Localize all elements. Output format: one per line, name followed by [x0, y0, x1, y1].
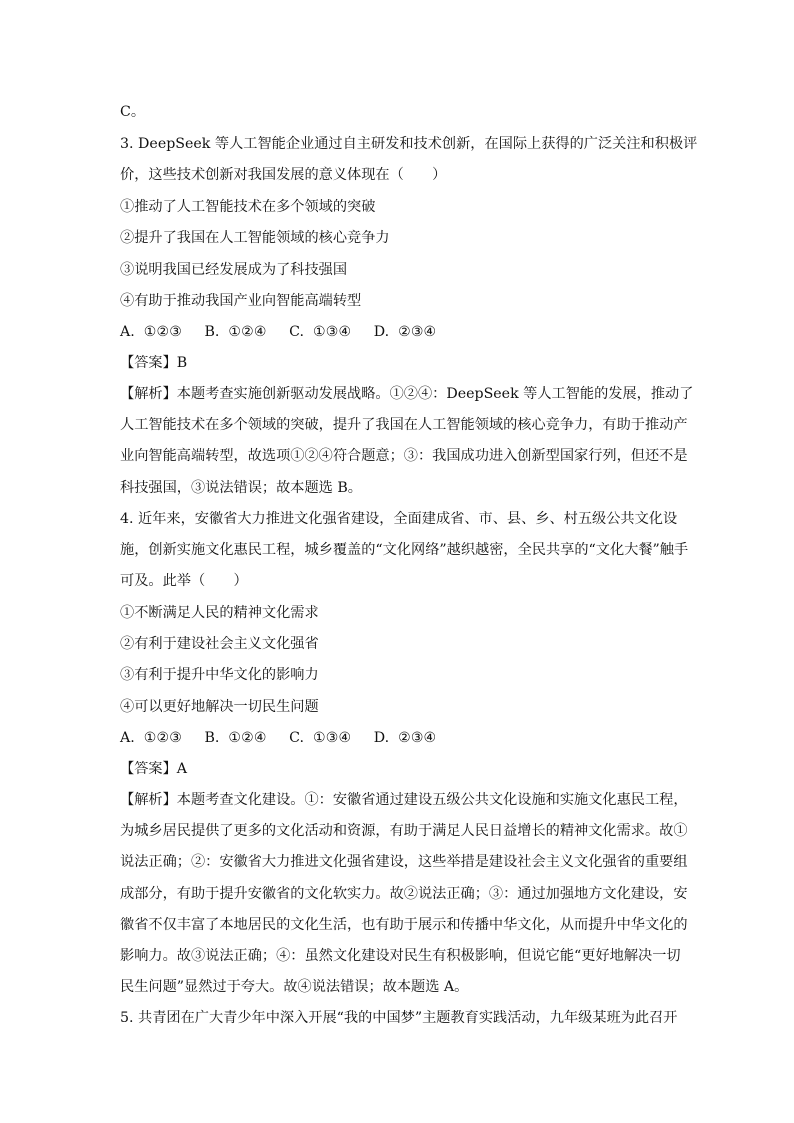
question-4-stem-line-1: 4. 近年来，安徽省大力推进文化强省建设，全面建成省、市、县、乡、村五级公共文化设 [120, 511, 678, 527]
question-4-statement-2: ②有利于建设社会主义文化强省 [120, 636, 319, 652]
question-3-analysis-line-2: 人工智能技术在多个领域的突破，提升了我国在人工智能领域的核心竞争力，有助于推动产 [120, 417, 688, 433]
question-4-stem-line-3: 可及。此举（ ） [120, 573, 248, 589]
question-4-stem-line-2: 施，创新实施文化惠民工程，城乡覆盖的“文化网络”越织越密，全民共享的“文化大餐”触手 [120, 542, 689, 558]
question-4-analysis-line-6: 影响力。故③说法正确；④：虽然文化建设对民生有积极影响，但说它能“更好地解决一切 [120, 948, 681, 964]
question-3-statement-1: ①推动了人工智能技术在多个领域的突破 [120, 199, 376, 215]
question-3-analysis-line-3: 业向智能高端转型，故选项①②④符合题意；③：我国成功进入创新型国家行列，但还不是 [120, 448, 688, 464]
question-4-statement-4: ④可以更好地解决一切民生问题 [120, 699, 319, 715]
question-3-statement-2: ②提升了我国在人工智能领域的核心竞争力 [120, 230, 390, 246]
question-3-stem-line-2: 价，这些技术创新对我国发展的意义体现在（ ） [120, 167, 447, 183]
question-3-statement-3: ③说明我国已经发展成为了科技强国 [120, 262, 348, 278]
question-3-analysis-line-1: 【解析】本题考查实施创新驱动发展战略。①②④：DeepSeek 等人工智能的发展，推动了 [120, 386, 694, 402]
question-4-statement-3: ③有利于提升中华文化的影响力 [120, 667, 319, 683]
text-line-1: C。 [120, 104, 146, 120]
question-4-analysis-line-1: 【解析】本题考查文化建设。①：安徽省通过建设五级公共文化设施和实施文化惠民工程， [120, 792, 688, 808]
question-3-answer: 【答案】B [120, 355, 188, 371]
question-3-stem-line-1: 3. DeepSeek 等人工智能企业通过自主研发和技术创新，在国际上获得的广泛关注和积极评 [120, 136, 698, 152]
question-3-options: A. ①②③ B. ①②④ C. ①③④ D. ②③④ [120, 324, 437, 340]
question-3-statement-4: ④有助于推动我国产业向智能高端转型 [120, 293, 362, 309]
question-4-options: A. ①②③ B. ①②④ C. ①③④ D. ②③④ [120, 730, 437, 746]
question-4-analysis-line-3: 说法正确；②：安徽省大力推进文化强省建设，这些举措是建设社会主义文化强省的重要组 [120, 854, 688, 870]
question-4-statement-1: ①不断满足人民的精神文化需求 [120, 605, 319, 621]
question-5-stem-line-1: 5. 共青团在广大青少年中深入开展“我的中国梦”主题教育实践活动，九年级某班为此召开 [120, 1010, 678, 1026]
question-4-analysis-line-7: 民生问题”显然过于夸大。故④说法错误；故本题选 A。 [120, 979, 469, 995]
question-4-analysis-line-5: 徽省不仅丰富了本地居民的文化生活，也有助于展示和传播中华文化，从而提升中华文化的 [120, 917, 688, 933]
question-4-analysis-line-4: 成部分，有助于提升安徽省的文化软实力。故②说法正确；③：通过加强地方文化建设，安 [120, 886, 688, 902]
question-3-analysis-line-4: 科技强国，③说法错误；故本题选 B。 [120, 480, 362, 496]
question-4-analysis-line-2: 为城乡居民提供了更多的文化活动和资源，有助于满足人民日益增长的精神文化需求。故① [120, 823, 688, 839]
question-4-answer: 【答案】A [120, 761, 187, 777]
